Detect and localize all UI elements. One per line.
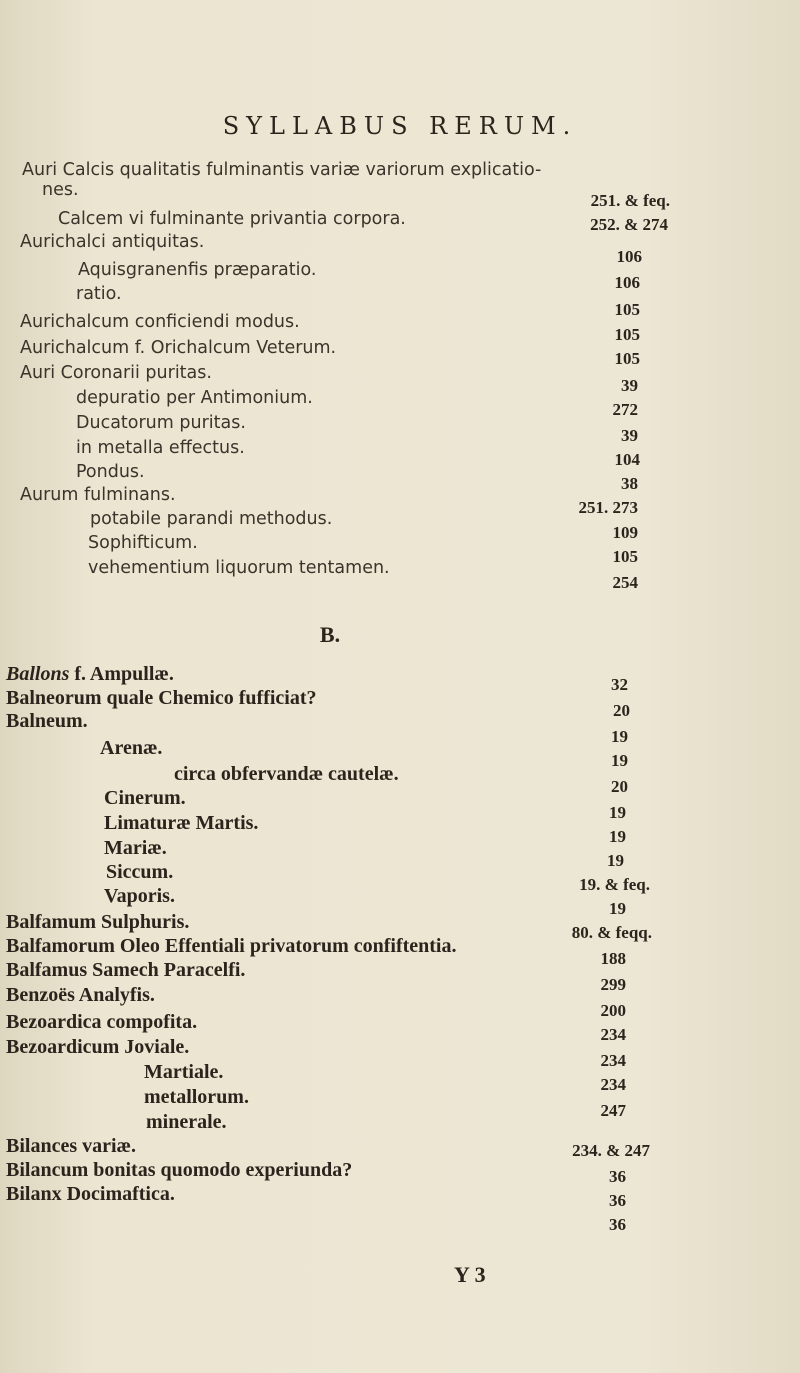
page-number: 106 [616, 247, 642, 266]
index-entry: Aurum fulminans. [20, 485, 176, 505]
index-entry: nes. [42, 180, 79, 200]
index-entry: Aquisgranenfis præparatio. [78, 260, 317, 280]
page-number: 36 [609, 1191, 626, 1210]
page-number: 39 [621, 376, 638, 395]
page-number: 234. & 247 [572, 1141, 650, 1160]
page-number: 36 [609, 1215, 626, 1234]
page-number: 20 [613, 701, 630, 720]
page-number: 19 [607, 851, 624, 870]
index-entry: Siccum. [106, 861, 174, 883]
page-number: 105 [614, 300, 640, 319]
index-entry: Balfamum Sulphuris. [6, 911, 190, 933]
section-heading: B. [319, 622, 341, 647]
page-number: 247 [600, 1101, 626, 1120]
index-entry: Balneorum quale Chemico fufficiat? [6, 687, 317, 709]
index-entry: Bezoardicum Joviale. [6, 1036, 190, 1058]
index-entry: Balneum. [6, 710, 88, 732]
page-number: 19 [611, 727, 628, 746]
page-number: 188 [600, 949, 626, 968]
index-entry: Pondus. [76, 462, 145, 482]
page-number: 105 [612, 547, 638, 566]
index-entry: Balfamorum Oleo Effentiali privatorum confiftentia. [6, 935, 457, 957]
page-number: 234 [600, 1075, 626, 1094]
index-entry: Aurichalcum conficiendi modus. [20, 312, 300, 332]
index-entry [6, 664, 174, 684]
index-entry: Aurichalcum f. Orichalcum Veterum. [20, 338, 337, 358]
index-entry: Martiale. [144, 1061, 224, 1083]
page-number: 299 [600, 975, 626, 994]
index-entry: Cinerum. [104, 787, 186, 809]
index-entry: minerale. [146, 1111, 227, 1133]
page-number: 272 [612, 400, 638, 419]
page-number: 105 [614, 349, 640, 368]
page-number: 19 [611, 751, 628, 770]
page-number: 19 [609, 827, 626, 846]
page-number: 105 [614, 325, 640, 344]
index-entry: Calcem vi fulminante privantia corpora. [58, 209, 406, 229]
index-entry: ratio. [76, 284, 122, 304]
page-number: 251. & feq. [590, 191, 670, 210]
index-entry: potabile parandi methodus. [90, 509, 333, 529]
signature-mark: Y 3 [454, 1262, 486, 1287]
index-entry: vehementium liquorum tentamen. [88, 558, 390, 578]
index-entry: Ducatorum puritas. [76, 413, 246, 433]
page-number: 38 [621, 474, 638, 493]
index-entry: metallorum. [144, 1086, 249, 1108]
index-entry: circa obfervandæ cautelæ. [174, 763, 399, 785]
page-number: 106 [614, 273, 640, 292]
page-number: 200 [600, 1001, 626, 1020]
page-header: SYLLABUS RERUM. [222, 112, 578, 140]
page-number: 109 [612, 523, 638, 542]
index-entry: Auri Calcis qualitatis fulminantis variæ variorum explicatio- [22, 160, 542, 180]
page-number: 252. & 274 [590, 215, 668, 234]
entry-lead: Ballons [6, 663, 70, 685]
index-entry: Bilanx Docimaftica. [6, 1183, 175, 1205]
page-number: 234 [600, 1051, 626, 1070]
index-entry: Sophifticum. [88, 533, 198, 553]
page-number: 36 [609, 1167, 626, 1186]
index-entry: Vaporis. [104, 885, 175, 907]
index-entry: Mariæ. [104, 837, 167, 859]
page-number: 19 [609, 899, 626, 918]
index-entry: Arenæ. [100, 737, 163, 759]
index-entry: Bezoardica compofita. [6, 1011, 198, 1033]
page-number: 80. & feqq. [571, 923, 652, 942]
index-entry: in metalla effectus. [76, 438, 245, 458]
index-entry: Bilances variæ. [6, 1135, 136, 1157]
index-entry: depuratio per Antimonium. [76, 388, 313, 408]
index-entry: Benzoës Analyfis. [6, 984, 155, 1006]
index-entry: Balfamus Samech Paracelfi. [6, 959, 246, 981]
page-number: 104 [614, 450, 640, 469]
page-number: 234 [600, 1025, 626, 1044]
page-number: 32 [611, 675, 628, 694]
page-number: 19 [609, 803, 626, 822]
page-number: 254 [612, 573, 638, 592]
page-number: 20 [611, 777, 628, 796]
page-number: 19. & feq. [579, 875, 650, 894]
index-entry: Limaturæ Martis. [104, 812, 259, 834]
index-entry: Auri Coronarii puritas. [20, 363, 212, 383]
page-number: 39 [621, 426, 638, 445]
index-entry: Bilancum bonitas quomodo experiunda? [6, 1159, 353, 1181]
page-number: 251. 273 [578, 498, 638, 517]
index-entry: Aurichalci antiquitas. [20, 232, 205, 252]
entry-text: f. Ampullæ. [69, 663, 174, 685]
